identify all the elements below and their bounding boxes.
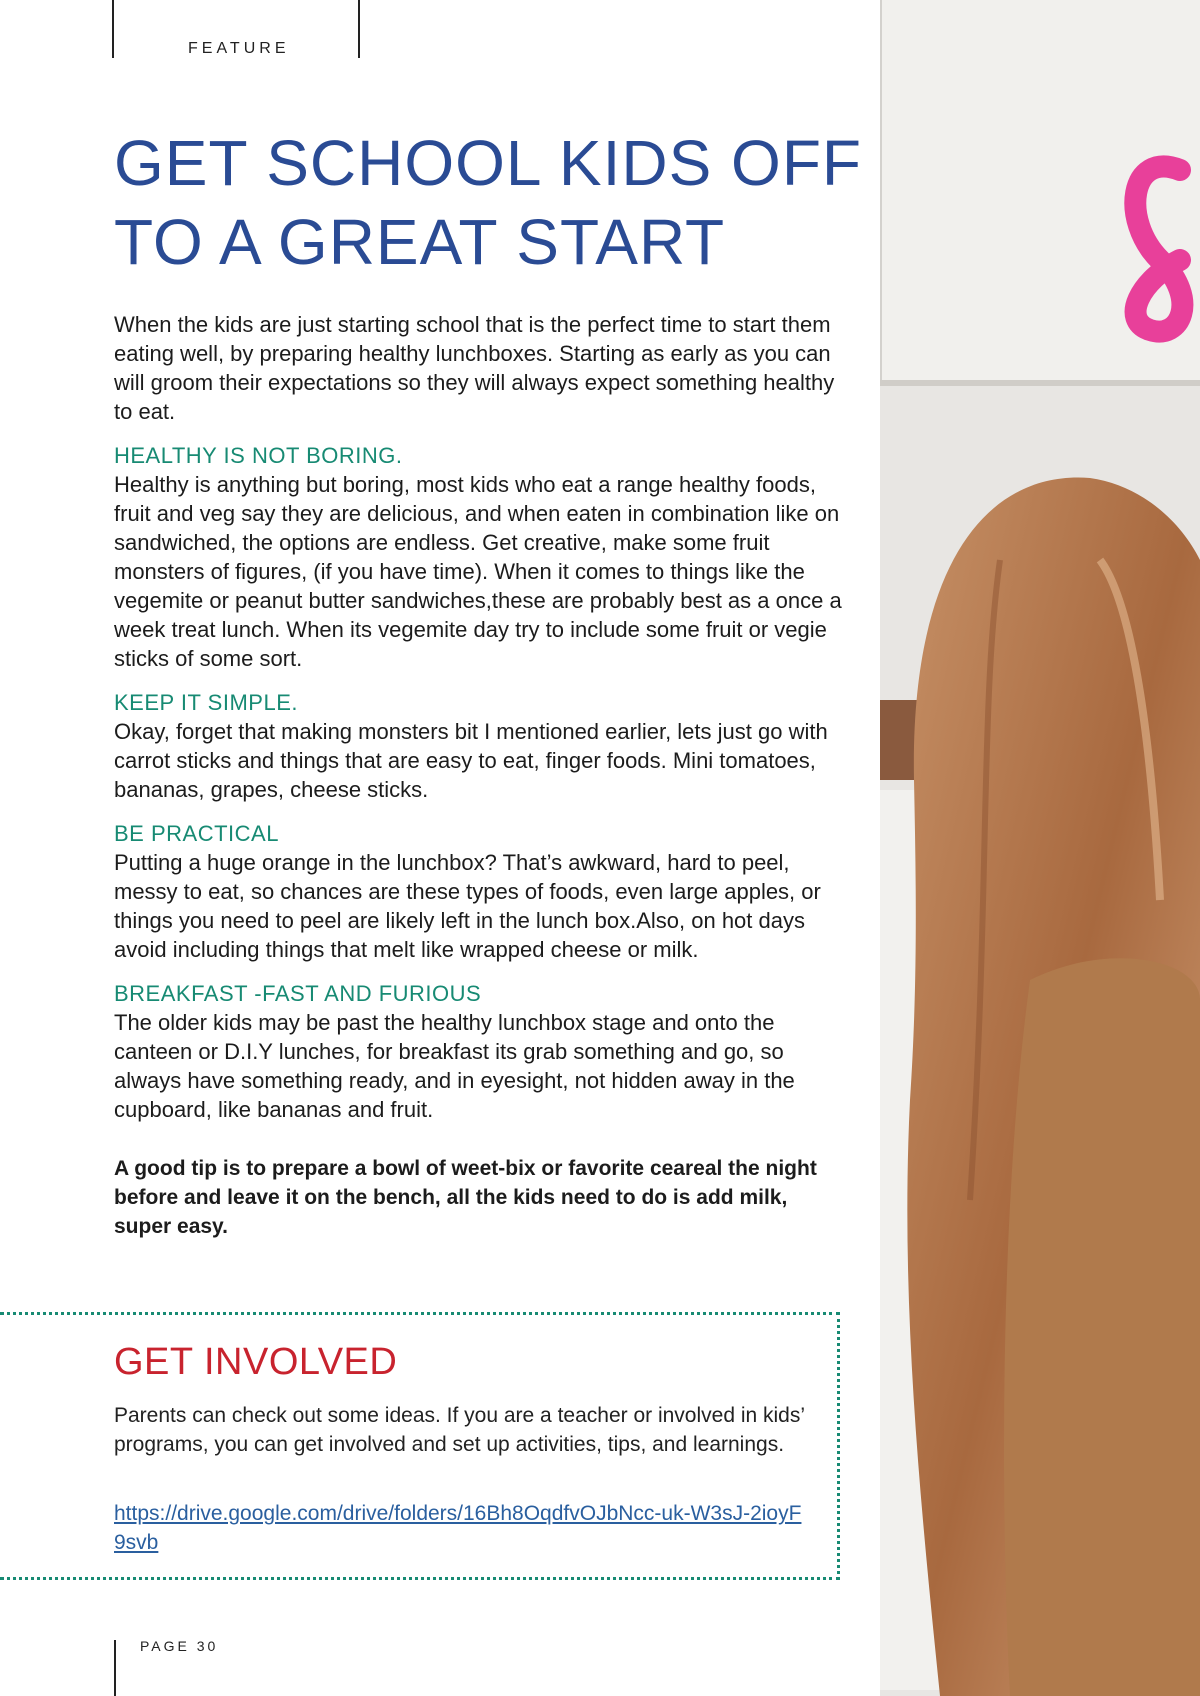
article-title [114,124,874,282]
title-line-2: TO A GREAT START [114,206,726,278]
section-body: Okay, forget that making monsters bit I mentioned earlier, lets just go with carrot sticks and things that are easy to eat, finger foods. Mini tomatoes, bananas, grapes, cheese sticks. [114,719,828,802]
section-body: The older kids may be past the healthy lunchbox stage and onto the canteen or D.I.Y lunches, for breakfast its grab something and go, so always have something ready, and in eyesight, not hidden away in the cupboard, like bananas and fruit. [114,1010,795,1122]
section-simple [114,689,844,804]
girl-photo [880,0,1200,1696]
section-heading: BE PRACTICAL [114,821,279,846]
section-breakfast [114,980,844,1124]
page-number: PAGE 30 [140,1638,219,1654]
section-body: Healthy is anything but boring, most kids who eat a range healthy foods, fruit and veg say they are delicious, and when eaten in combination like on sandwiched, the options are endless. Get creative, make some fruit monsters of figures, (if you have time). When it comes to things like the vegemite or peanut butter sandwiches,these are probably best as a once a week treat lunch. When its vegemite day try to include some fruit or vegie sticks of some sort. [114,472,842,671]
intro-paragraph: When the kids are just starting school that is the perfect time to start them eating well, by preparing healthy lunchboxes. Starting as early as you can will groom their expectations so they will always expect something healthy to eat. [114,312,835,424]
drive-link[interactable]: https://drive.google.com/drive/folders/16Bh8OqdfvOJbNcc-uk-W3sJ-2ioyF9svb [114,1502,802,1554]
title-line-1: GET SCHOOL KIDS OFF [114,127,862,199]
shirt [1004,958,1200,1696]
section-practical [114,820,844,964]
get-involved-heading: GET INVOLVED [114,1341,398,1383]
article-body [114,310,844,1241]
get-involved-text: Parents can check out some ideas. If you are a teacher or involved in kids’ programs, you can get involved and set up activities, tips, and learnings. [114,1404,805,1456]
section-label: FEATURE [188,40,290,57]
section-heading: BREAKFAST -FAST AND FURIOUS [114,981,482,1006]
footer-rule [114,1640,116,1696]
get-involved-box [0,1312,840,1580]
header-rule-left [112,0,114,58]
section-heading: KEEP IT SIMPLE. [114,690,298,715]
header-rule-right [358,0,360,58]
section-body: Putting a huge orange in the lunchbox? That’s awkward, hard to peel, messy to eat, so chances are these types of foods, even large apples, or things you need to peel are likely left in the lunch box.Also, on hot days avoid including things that melt like wrapped cheese or milk. [114,850,821,962]
section-heading: HEALTHY IS NOT BORING. [114,443,403,468]
photo-illustration [880,0,1200,1696]
section-healthy [114,442,844,673]
tip-paragraph: A good tip is to prepare a bowl of weet-bix or favorite ceareal the night before and leave it on the bench, all the kids need to do is add milk, super easy. [114,1157,817,1238]
